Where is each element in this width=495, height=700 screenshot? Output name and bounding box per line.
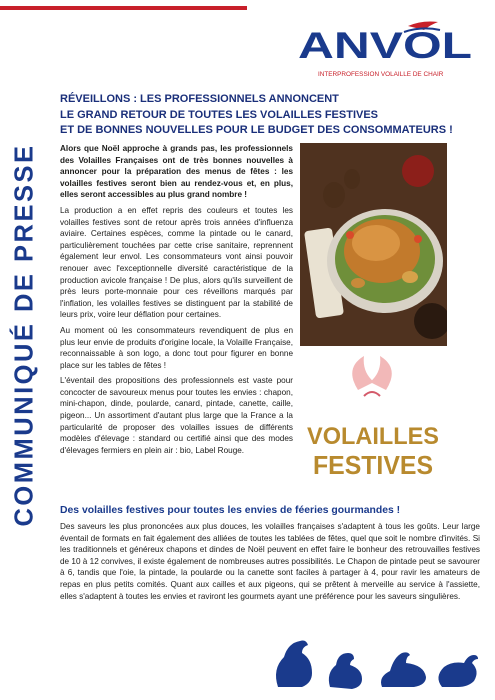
press-release-headline (60, 92, 460, 139)
body-paragraph: Au moment où les consommateurs revendiquent de plus en plus leur envie de produits d'origine locale, la Volaille Française, reconnaissable à son logo, a donc tout pour figurer en bonne place sur les tables de fêtes ! (60, 325, 293, 370)
body-paragraph: La production a en effet repris des couleurs et toutes les volailles festives sont de retour après trois années d'influenza aviaire. Certaines espèces, comme la pintade ou le canard, particulièrement touchées par cette crise sanitaire, reprennent également leur envol. Les consommateurs vont ainsi pouvoir renouer avec l'exceptionnelle diversité caractéristique de la production avicole française ! De plus, alors qu'ils surveillent de près leurs porte-monnaie pour ces réveillons marqués par l'inflation, les volailles festives se distinguent par la stabilité de leurs prix, voire leur déflation pour certaines. (60, 205, 293, 320)
main-text-column (60, 143, 293, 460)
top-accent-bar (0, 6, 247, 10)
press-release-side-title: COMMUNIQUÉ DE PRESSE (10, 143, 39, 527)
volailles-festives-logo (300, 350, 447, 500)
roast-chicken-photo (300, 143, 447, 346)
intro-paragraph: Alors que Noël approche à grands pas, les professionnels des Volailles Françaises ont de très bonnes nouvelles à annoncer pour la préparation des menus de fêtes : les volailles festives seront bien au rendez-vous et, en plus, elles seront accessibles au plus grand nombre ! (60, 144, 293, 200)
svg-text:VOLAILLES: VOLAILLES (307, 423, 439, 450)
svg-text:FESTIVES: FESTIVES (313, 450, 433, 480)
body-paragraph: L'éventail des propositions des professionnels est vaste pour concocter de savoureux menus pour toutes les envies : chapon, mini-chapon, dinde, poularde, canard, pintade, canette, caille, pigeon... Un assortiment d'autant plus large que la France a la particularité de proposer des volailles issues de différents modèles d'élevage : standard ou certifié ainsi que des modes d'élevages fermiers en plein air : bio, Label Rouge. (60, 376, 293, 455)
section-subheading: Des volailles festives pour toutes les envies de féeries gourmandes ! (60, 505, 401, 516)
svg-text:ANVOL: ANVOL (298, 25, 472, 66)
anvol-logo (296, 18, 476, 82)
svg-text:INTERPROFESSION VOLAILLE DE CH: INTERPROFESSION VOLAILLE DE CHAIR (318, 71, 444, 78)
bottom-paragraph: Des saveurs les plus prononcées aux plus douces, les volailles françaises s'adaptent à tous les goûts. Leur large éventail de formats en fait également des alliées de toutes les tablées de fêtes, quel que soit le nombre d'invités. Si les traditionnels et généreux chapons et dindes de Noël peuvent en effet faire le bonheur des retrouvailles festives de 10 à 12 convives, il existe également de nombreuses autres possibilités. Le Chapon de pintade peut se savourer à 6, tandis que l'oie, la pintade, la poularde ou la canette sont faciles à partager à 4, pour ravir les amateurs de repas en plus petits comités. Quant aux cailles et aux pigeons, qui se prêtent à merveille au service à l'assiette, elles s'adaptent à toutes les envies et raviront les gourmets ayant une préférence pour les saveurs singulières. (60, 522, 480, 601)
poultry-silhouettes-icon (270, 635, 490, 693)
headline-line: LE GRAND RETOUR DE TOUTES LES VOLAILLES FESTIVES (60, 108, 379, 121)
headline-line: ET DE BONNES NOUVELLES POUR LE BUDGET DES CONSOMMATEURS ! (60, 124, 453, 136)
headline-line: RÉVEILLONS : LES PROFESSIONNELS ANNONCENT (60, 93, 339, 105)
